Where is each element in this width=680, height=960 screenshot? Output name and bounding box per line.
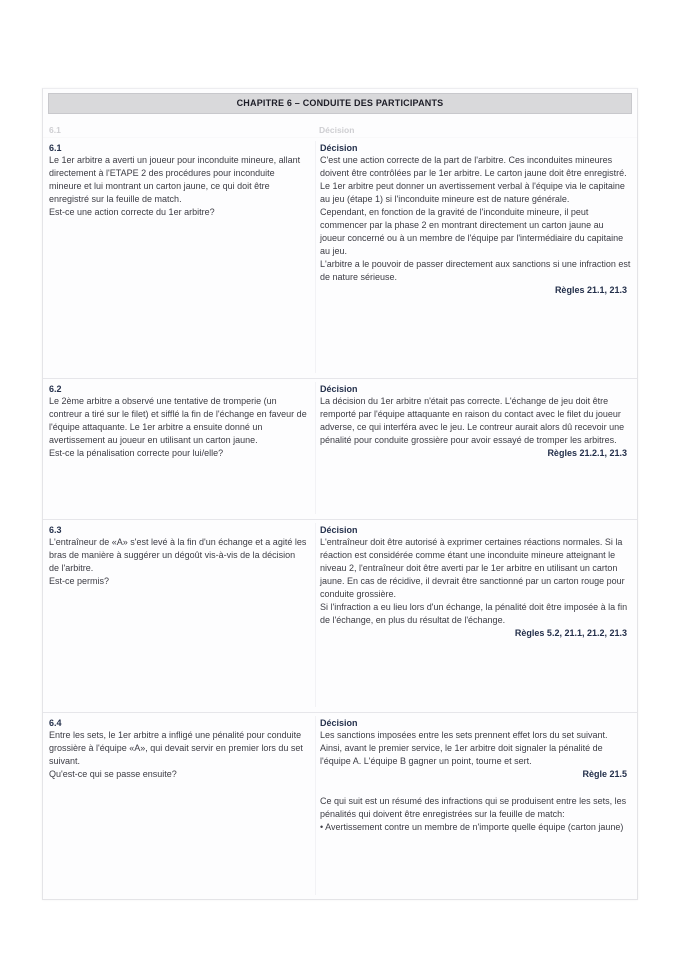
rules-reference: Règles 21.1, 21.3 bbox=[554, 285, 627, 295]
question-paragraph: Le 1er arbitre a averti un joueur pour inconduite mineure, allant directement à l'ETAPE 2 des procédures pour inconduite mineure et lui montrant un carton jaune, ce qui doit être enregistré sur la feuille de match. bbox=[49, 155, 301, 204]
question-paragraph: Le 2ème arbitre a observé une tentative de tromperie (un contreur a tiré sur le filet) et sifflé la fin de l'échange en faveur de l'équipe attaquante. Le 1er arbitre a ensuite donné un avertissement au joueur en utilisant un carton jaune. bbox=[49, 396, 307, 445]
case-row-6-4 bbox=[43, 712, 637, 900]
decision-label: Décision bbox=[320, 525, 358, 535]
note-paragraph: Ce qui suit est un résumé des infractions qui se produisent entre les sets, les pénalités qui doivent être enregistrées sur la feuille de match: bbox=[320, 796, 627, 819]
ghost-header-row bbox=[43, 124, 637, 138]
decision-cell bbox=[315, 716, 637, 895]
rules-reference: Règle 21.5 bbox=[582, 769, 627, 779]
case-row-6-1 bbox=[43, 138, 637, 378]
decision-cell bbox=[315, 141, 637, 373]
decision-cell bbox=[315, 523, 637, 707]
decision-paragraph: C'est une action correcte de la part de l'arbitre. Ces inconduites mineures doivent être contrôlées par le 1er arbitre. Le carton jaune doit être enregistré. bbox=[320, 155, 627, 178]
case-number: 6.4 bbox=[49, 718, 62, 728]
decision-paragraph: L'entraîneur doit être autorisé à exprimer certaines réactions normales. Si la réaction est considérée comme étant une inconduite mineure atteignant le niveau 2, l'entraîneur doit être averti par le 1er arbitre en utilisant un carton jaune. En cas de récidive, il devrait être sanctionné par un carton rouge pour conduite grossière. bbox=[320, 537, 625, 599]
question-paragraph: Est-ce une action correcte du 1er arbitre? bbox=[49, 207, 215, 217]
decision-label: Décision bbox=[320, 718, 358, 728]
question-cell bbox=[43, 716, 315, 895]
decision-cell bbox=[315, 382, 637, 514]
question-paragraph: L'entraîneur de «A» s'est levé à la fin d'un échange et a agité les bras de manière à suggérer un dégoût vis-à-vis de la décision de l'arbitre. bbox=[49, 537, 307, 573]
decision-paragraph: Cependant, en fonction de la gravité de l'inconduite mineure, il peut commencer par la phase 2 en montrant directement un carton jaune au joueur concerné ou à un membre de l'équipe par l'intermédiaire du capitaine au jeu. bbox=[320, 207, 624, 256]
decision-label: Décision bbox=[320, 384, 358, 394]
decision-paragraph: La décision du 1er arbitre n'était pas correcte. L'échange de jeu doit être remporté par l'équipe attaquante en raison du contact avec le filet du joueur adverse, ce qui interféra avec le jeu. Le contreur aurait alors dû recevoir une pénalité pour conduite grossière pour avoir essayé de tromper les arbitres. bbox=[320, 396, 625, 445]
question-cell bbox=[43, 523, 315, 707]
case-row-6-2 bbox=[43, 378, 637, 519]
note-bullet: • Avertissement contre un membre de n'importe quelle équipe (carton jaune) bbox=[320, 822, 624, 832]
rules-reference: Règles 5.2, 21.1, 21.2, 21.3 bbox=[514, 628, 627, 638]
spacer bbox=[320, 781, 631, 795]
case-number: 6.2 bbox=[49, 384, 62, 394]
case-number: 6.3 bbox=[49, 525, 62, 535]
decision-label: Décision bbox=[320, 143, 358, 153]
case-number: 6.1 bbox=[49, 143, 62, 153]
ghost-decision-label: Décision bbox=[319, 125, 355, 135]
case-table bbox=[43, 138, 637, 900]
question-paragraph: Qu'est-ce qui se passe ensuite? bbox=[49, 769, 177, 779]
decision-paragraph: Les sanctions imposées entre les sets prennent effet lors du set suivant. Ainsi, avant le premier service, le 1er arbitre doit signaler la pénalité de l'équipe A. L'équipe B gagner un point, tourne et sert. bbox=[320, 730, 608, 766]
question-cell bbox=[43, 382, 315, 514]
question-cell bbox=[43, 141, 315, 373]
case-row-6-3 bbox=[43, 519, 637, 712]
ghost-case-number: 6.1 bbox=[49, 125, 61, 135]
chapter-header: CHAPITRE 6 – CONDUITE DES PARTICIPANTS bbox=[48, 93, 632, 114]
decision-paragraph: L'arbitre a le pouvoir de passer directement aux sanctions si une infraction est de nature sérieuse. bbox=[320, 259, 631, 282]
question-paragraph: Est-ce permis? bbox=[49, 576, 110, 586]
decision-paragraph: Si l'infraction a eu lieu lors d'un échange, la pénalité doit être imposée à la fin de l'échange, en plus du résultat de l'échange. bbox=[320, 602, 628, 625]
question-paragraph: Est-ce la pénalisation correcte pour lui/elle? bbox=[49, 448, 224, 458]
question-paragraph: Entre les sets, le 1er arbitre a infligé une pénalité pour conduite grossière à l'équipe «A», qui devait servir en premier lors du set suivant. bbox=[49, 730, 303, 766]
decision-paragraph: Le 1er arbitre peut donner un avertissement verbal à l'équipe via le capitaine au jeu (étape 1) si l'inconduite mineure est de nature générale. bbox=[320, 181, 625, 204]
document-sheet bbox=[42, 88, 638, 900]
rules-reference: Règles 21.2.1, 21.3 bbox=[547, 448, 627, 458]
